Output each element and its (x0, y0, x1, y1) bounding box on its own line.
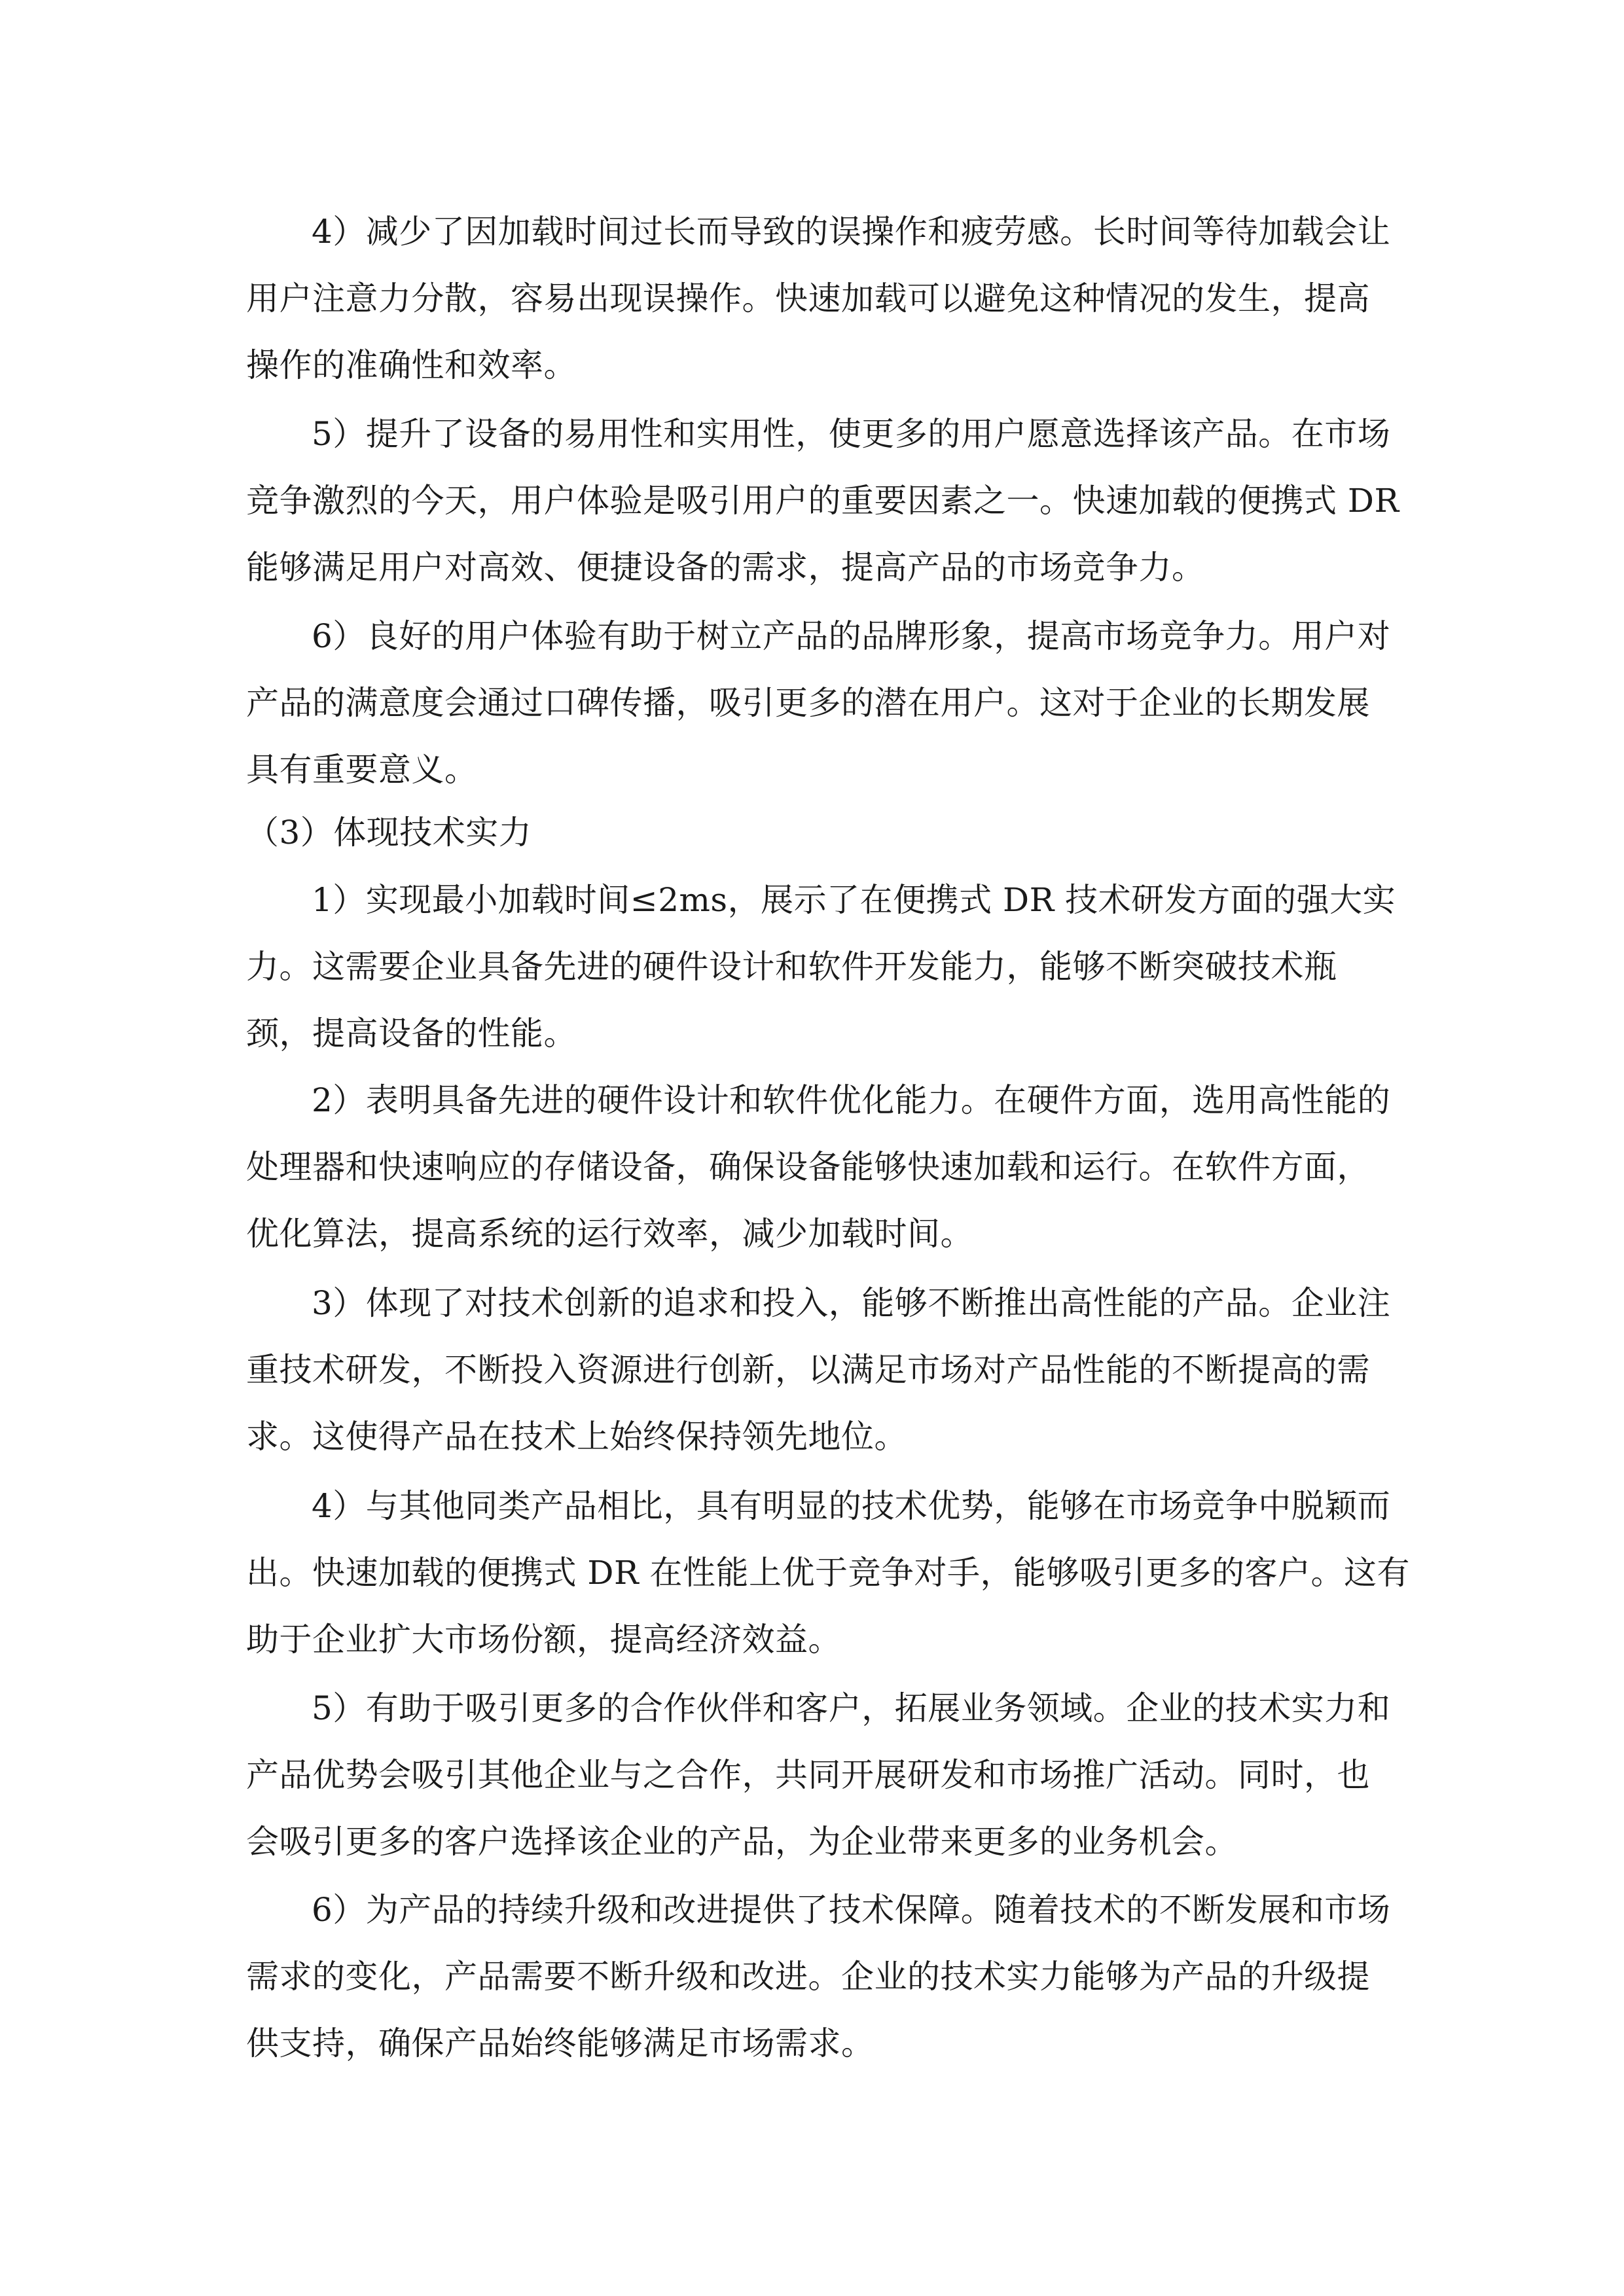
paragraph-4-competitive-advantage (246, 1473, 1411, 1673)
paragraph-line: 4）减少了因加载时间过长而导致的误操作和疲劳感。长时间等待加载会让 (312, 213, 1391, 251)
paragraph-line: 求。这使得产品在技术上始终保持领先地位。 (246, 1418, 907, 1456)
paragraph-line: 3）体现了对技术创新的追求和投入，能够不断推出高性能的产品。企业注 (312, 1284, 1391, 1322)
paragraph-6-brand-image (246, 603, 1391, 803)
paragraph-line: 产品优势会吸引其他企业与之合作，共同开展研发和市场推广活动。同时，也 (246, 1756, 1370, 1794)
paragraph-4-reduced-errors (246, 198, 1391, 399)
paragraph-line: 操作的准确性和效率。 (246, 346, 577, 384)
paragraph-line: 需求的变化，产品需要不断升级和改进。企业的技术实力能够为产品的升级提 (246, 1958, 1370, 1996)
paragraph-line: 供支持，确保产品始终能够满足市场需求。 (246, 2024, 875, 2062)
paragraph-line: 2）表明具备先进的硬件设计和软件优化能力。在硬件方面，选用高性能的 (312, 1081, 1391, 1119)
section-heading-technical-strength (246, 799, 1386, 866)
paragraph-line: 6）良好的用户体验有助于树立产品的品牌形象，提高市场竞争力。用户对 (312, 617, 1391, 655)
paragraph-line: 产品的满意度会通过口碑传播，吸引更多的潜在用户。这对于企业的长期发展 (246, 684, 1370, 722)
paragraph-line: 能够满足用户对高效、便捷设备的需求，提高产品的市场竞争力。 (246, 548, 1205, 586)
paragraph-line: 处理器和快速响应的存储设备，确保设备能够快速加载和运行。在软件方面， (246, 1148, 1370, 1186)
paragraph-line: 竞争激烈的今天，用户体验是吸引用户的重要因素之一。快速加载的便携式 DR (246, 482, 1399, 520)
paragraph-line: 颈，提高设备的性能。 (246, 1014, 577, 1052)
paragraph-line: 优化算法，提高系统的运行效率，减少加载时间。 (246, 1215, 973, 1253)
paragraph-5-partners (246, 1675, 1391, 1875)
paragraph-3-innovation (246, 1270, 1391, 1470)
paragraph-line: 力。这需要企业具备先进的硬件设计和软件开发能力，能够不断突破技术瓶 (246, 948, 1337, 986)
paragraph-6-upgrade-support (246, 1876, 1391, 2077)
paragraph-2-hardware-software (246, 1067, 1391, 1267)
paragraph-line: 重技术研发，不断投入资源进行创新，以满足市场对产品性能的不断提高的需 (246, 1351, 1370, 1389)
paragraph-line: 5）有助于吸引更多的合作伙伴和客户，拓展业务领域。企业的技术实力和 (312, 1689, 1391, 1727)
paragraph-line: 1）实现最小加载时间≤2ms，展示了在便携式 DR 技术研发方面的强大实 (312, 881, 1396, 919)
paragraph-1-min-load-time (246, 867, 1396, 1067)
paragraph-line: 6）为产品的持续升级和改进提供了技术保障。随着技术的不断发展和市场 (312, 1891, 1391, 1929)
paragraph-line: 助于企业扩大市场份额，提高经济效益。 (246, 1621, 841, 1659)
paragraph-line: 具有重要意义。 (246, 751, 478, 789)
paragraph-line: 用户注意力分散，容易出现误操作。快速加载可以避免这种情况的发生，提高 (246, 279, 1370, 317)
paragraph-5-usability (246, 401, 1399, 601)
paragraph-line: 5）提升了设备的易用性和实用性，使更多的用户愿意选择该产品。在市场 (312, 415, 1391, 453)
section-heading: （3）体现技术实力 (246, 814, 532, 852)
paragraph-line: 4）与其他同类产品相比，具有明显的技术优势，能够在市场竞争中脱颖而 (312, 1487, 1391, 1525)
paragraph-line: 出。快速加载的便携式 DR 在性能上优于竞争对手，能够吸引更多的客户。这有 (246, 1554, 1411, 1592)
paragraph-line: 会吸引更多的客户选择该企业的产品，为企业带来更多的业务机会。 (246, 1823, 1238, 1861)
